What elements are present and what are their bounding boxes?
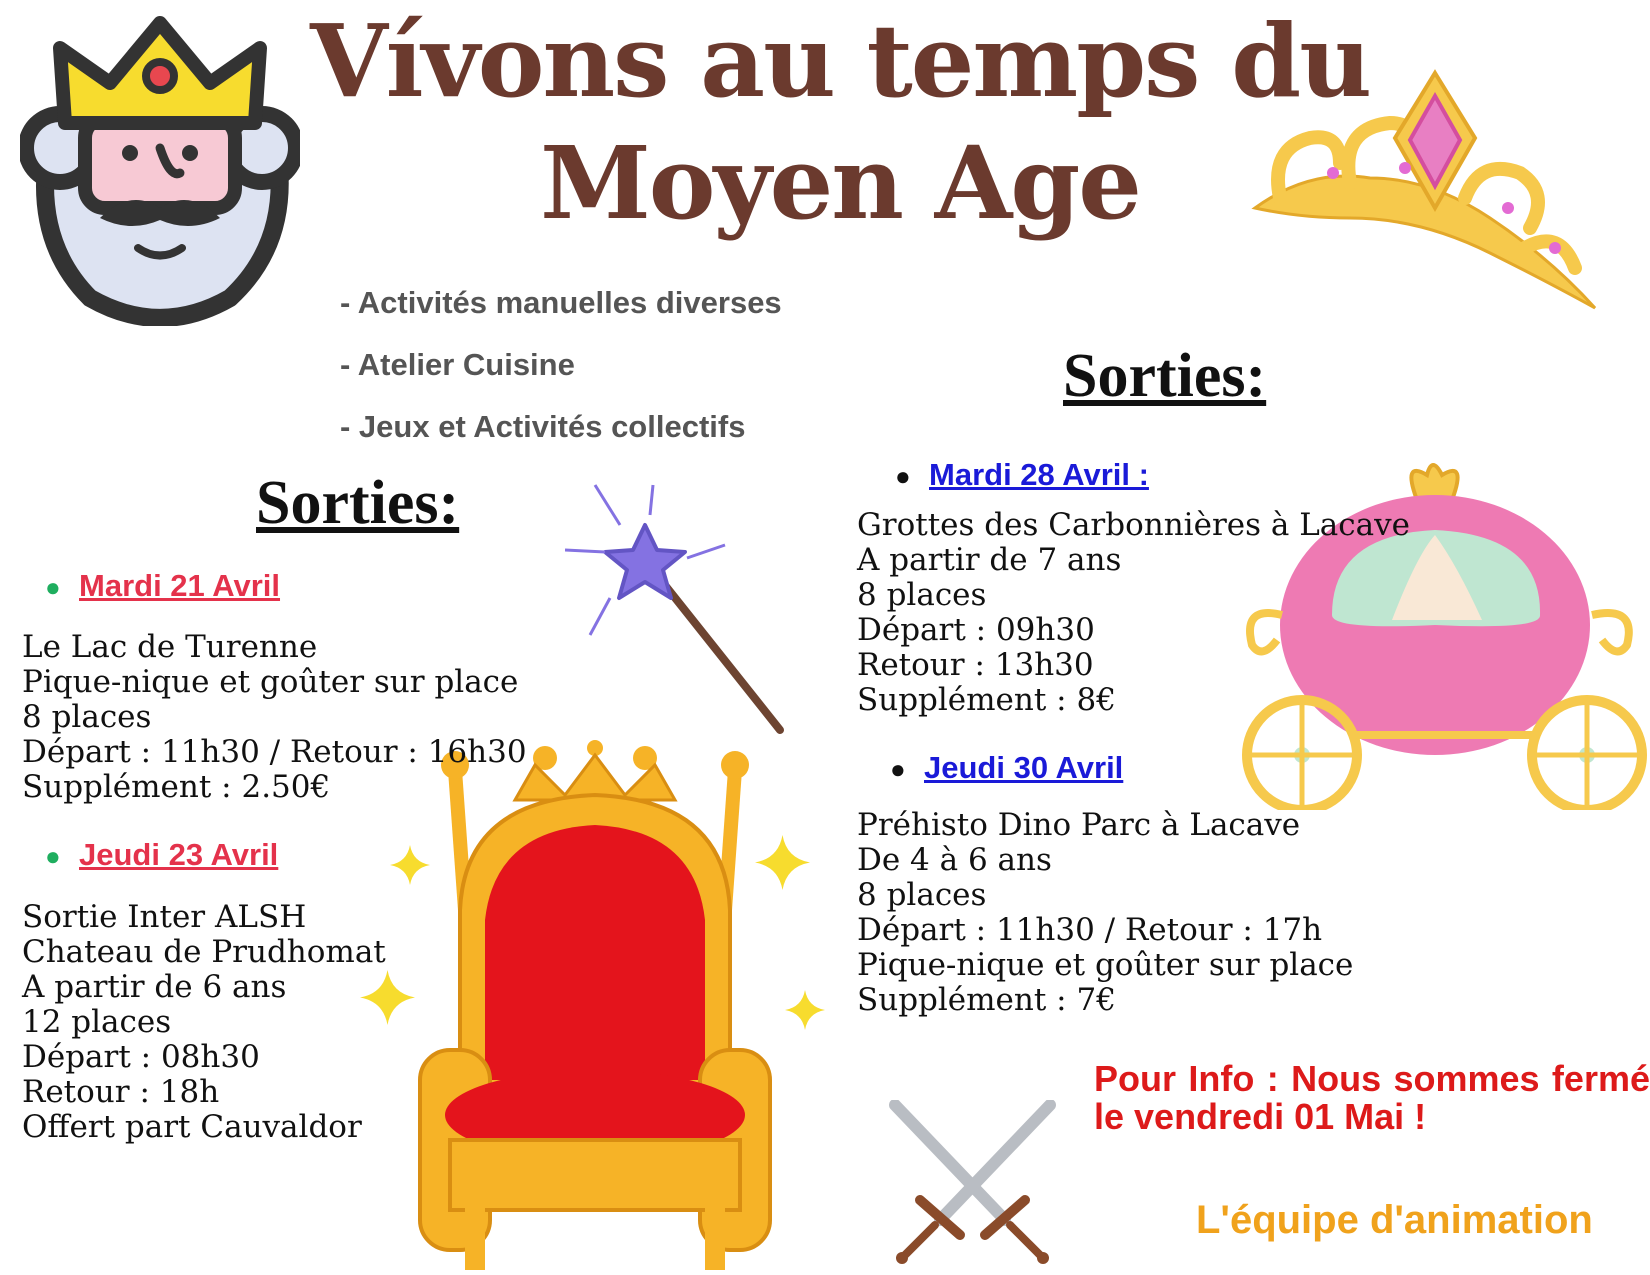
bullet-icon: ● <box>890 754 906 784</box>
event-line: Préhisto Dino Parc à Lacave <box>857 807 1301 843</box>
event-date-label: Mardi 28 Avril : <box>929 457 1149 492</box>
event-details-mardi-28 <box>857 508 1410 718</box>
sorties-heading-left: Sorties: <box>256 469 460 537</box>
event-line: Supplément : 2.50€ <box>22 769 331 805</box>
event-line: 12 places <box>22 1004 172 1040</box>
tiara-icon <box>1250 68 1600 323</box>
bullet-icon: ● <box>45 572 61 602</box>
event-line: Chateau de Prudhomat <box>22 934 386 970</box>
sparkle-icon <box>785 990 825 1030</box>
event-line: Supplément : 8€ <box>857 682 1116 718</box>
sparkle-icon <box>390 845 430 885</box>
title-line-2: Moyen Age <box>540 124 1140 242</box>
event-date-label: Jeudi 30 Avril <box>924 750 1124 785</box>
team-signature: L'équipe d'animation <box>1196 1198 1593 1242</box>
activity-item: - Atelier Cuisine <box>340 347 575 382</box>
event-line: Départ : 09h30 <box>857 612 1095 648</box>
event-details-jeudi-30 <box>857 808 1353 1018</box>
closure-info: Pour Info : Nous sommes fermé le vendredi 01 Mai ! <box>1094 1058 1650 1137</box>
event-line: A partir de 7 ans <box>857 542 1122 578</box>
page-title <box>300 0 1380 244</box>
event-date-jeudi-30 <box>890 748 1123 789</box>
event-details-mardi-21 <box>22 630 527 805</box>
event-line: Pique-nique et goûter sur place <box>857 947 1354 983</box>
activity-item: - Jeux et Activités collectifs <box>340 409 746 444</box>
event-line: Retour : 18h <box>22 1074 220 1110</box>
bullet-icon: ● <box>45 841 61 871</box>
event-line: Supplément : 7€ <box>857 982 1116 1018</box>
magic-wand-icon <box>565 480 785 740</box>
event-line: Pique-nique et goûter sur place <box>22 664 519 700</box>
event-date-label: Mardi 21 Avril <box>79 568 281 603</box>
event-line: De 4 à 6 ans <box>857 842 1052 878</box>
event-line: Sortie Inter ALSH <box>22 899 307 935</box>
bullet-icon: ● <box>895 461 911 491</box>
activities-list <box>340 280 782 466</box>
king-icon <box>20 8 300 326</box>
crossed-swords-icon <box>885 1100 1060 1265</box>
event-date-jeudi-23 <box>45 835 278 876</box>
event-line: A partir de 6 ans <box>22 969 287 1005</box>
throne-icon <box>405 740 785 1275</box>
activity-item: - Activités manuelles diverses <box>340 285 782 320</box>
event-line: Grottes des Carbonnières à Lacave <box>857 507 1410 543</box>
event-line: Retour : 13h30 <box>857 647 1094 683</box>
title-line-1: Vívons au temps du <box>310 2 1370 120</box>
event-date-label: Jeudi 23 Avril <box>79 837 279 872</box>
event-line: 8 places <box>857 577 987 613</box>
event-line: Départ : 11h30 / Retour : 16h30 <box>22 734 527 770</box>
event-line: Départ : 08h30 <box>22 1039 260 1075</box>
event-line: 8 places <box>22 699 152 735</box>
event-date-mardi-28 <box>895 455 1149 496</box>
event-line: Le Lac de Turenne <box>22 629 318 665</box>
event-line: 8 places <box>857 877 987 913</box>
event-details-jeudi-23 <box>22 900 386 1145</box>
sparkle-icon <box>755 835 810 890</box>
event-line: Départ : 11h30 / Retour : 17h <box>857 912 1323 948</box>
event-date-mardi-21 <box>45 566 280 607</box>
event-line: Offert part Cauvaldor <box>22 1109 362 1145</box>
sorties-heading-right: Sorties: <box>1063 342 1267 410</box>
